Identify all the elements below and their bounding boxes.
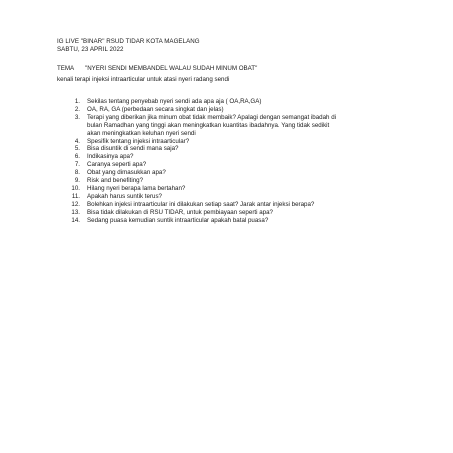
question-item (66, 185, 406, 193)
question-item (66, 177, 406, 185)
theme-title: "NYERI SENDI MEMBANDEL WALAU SUDAH MINUM OBAT" (85, 65, 258, 72)
question-number: 10. (71, 184, 80, 192)
question-text-line: akan meningkatkan keluhan nyeri sendi (87, 129, 196, 137)
question-text (83, 161, 392, 169)
question-text (83, 217, 392, 225)
document-header (57, 38, 200, 55)
question-item (66, 145, 406, 153)
question-text-line: Bisa disuntik di sendi mana saja? (87, 145, 179, 153)
question-item (66, 153, 406, 161)
question-number: 4. (74, 137, 80, 145)
question-number: 9. (74, 177, 80, 185)
question-item (66, 138, 406, 146)
question-text-line: Spesifik tentang injeksi intraarticular? (87, 137, 190, 145)
question-text (83, 114, 392, 138)
question-text (83, 138, 392, 146)
question-item (66, 169, 406, 177)
question-item (66, 114, 406, 138)
question-number: 5. (74, 145, 80, 153)
question-text (83, 98, 392, 106)
question-text-line: Terapi yang diberikan jika minum obat tidak membaik? Apalagi dengan semangat ibadah di (87, 113, 337, 121)
question-text (83, 201, 392, 209)
question-text (83, 209, 392, 217)
theme-line (57, 65, 257, 72)
question-item (66, 106, 406, 114)
intro-text: kenali terapi injeksi intraarticular untuk atasi nyeri radang sendi (57, 76, 230, 83)
question-item (66, 193, 406, 201)
question-item (66, 161, 406, 169)
question-number: 8. (74, 169, 80, 177)
question-number: 3. (74, 113, 80, 121)
header-date: SABTU, 23 APRIL 2022 (57, 46, 124, 54)
question-text-line: Sedang puasa kemudian suntik intraarticular apakah batal puasa? (87, 216, 269, 224)
question-text-line: Bisa tidak dilakukan di RSU TIDAR, untuk pembiayaan seperti apa? (87, 208, 273, 216)
question-number: 7. (74, 161, 80, 169)
theme-label: TEMA (57, 65, 75, 72)
question-item (66, 217, 406, 225)
question-text (83, 169, 392, 177)
question-text-line: Obat yang dimasukkan apa? (87, 169, 166, 177)
header-event-title: IG LIVE "BINAR" RSUD TIDAR KOTA MAGELANG (57, 38, 200, 45)
question-text-line: Sekilas tentang penyebab nyeri sendi ada apa aja ( OA,RA,GA) (87, 98, 262, 105)
question-number: 11. (71, 192, 80, 200)
question-item (66, 201, 406, 209)
question-text-line: bulan Ramadhan yang tinggi akan meningkatkan kuantitas ibadahnya. Yang tidak sedikit (87, 121, 330, 129)
question-text (83, 193, 392, 201)
question-text-line: Bolehkan injeksi intraarticular ini dilakukan setiap saat? Jarak antar injeksi berapa? (87, 200, 315, 208)
question-item (66, 98, 406, 106)
question-text (83, 177, 392, 185)
question-text (83, 145, 392, 153)
question-text-line: Apakah harus suntik terus? (87, 192, 162, 200)
question-number: 12. (71, 200, 80, 208)
question-list (66, 98, 406, 225)
question-text (83, 106, 392, 114)
question-text (83, 185, 392, 193)
question-number: 2. (74, 105, 80, 113)
question-text-line: Indikasinya apa? (87, 153, 134, 161)
question-number: 13. (71, 208, 80, 216)
question-number: 1. (74, 98, 80, 105)
question-text (83, 153, 392, 161)
question-item (66, 209, 406, 217)
question-number: 6. (74, 153, 80, 161)
question-text-line: Risk and benefiting? (87, 177, 144, 185)
question-text-line: Caranya seperti apa? (87, 161, 147, 169)
question-number: 14. (71, 216, 80, 224)
question-text-line: OA, RA, GA (perbedaan secara singkat dan jelas) (87, 105, 224, 113)
question-text-line: Hilang nyeri berapa lama bertahan? (87, 184, 186, 192)
